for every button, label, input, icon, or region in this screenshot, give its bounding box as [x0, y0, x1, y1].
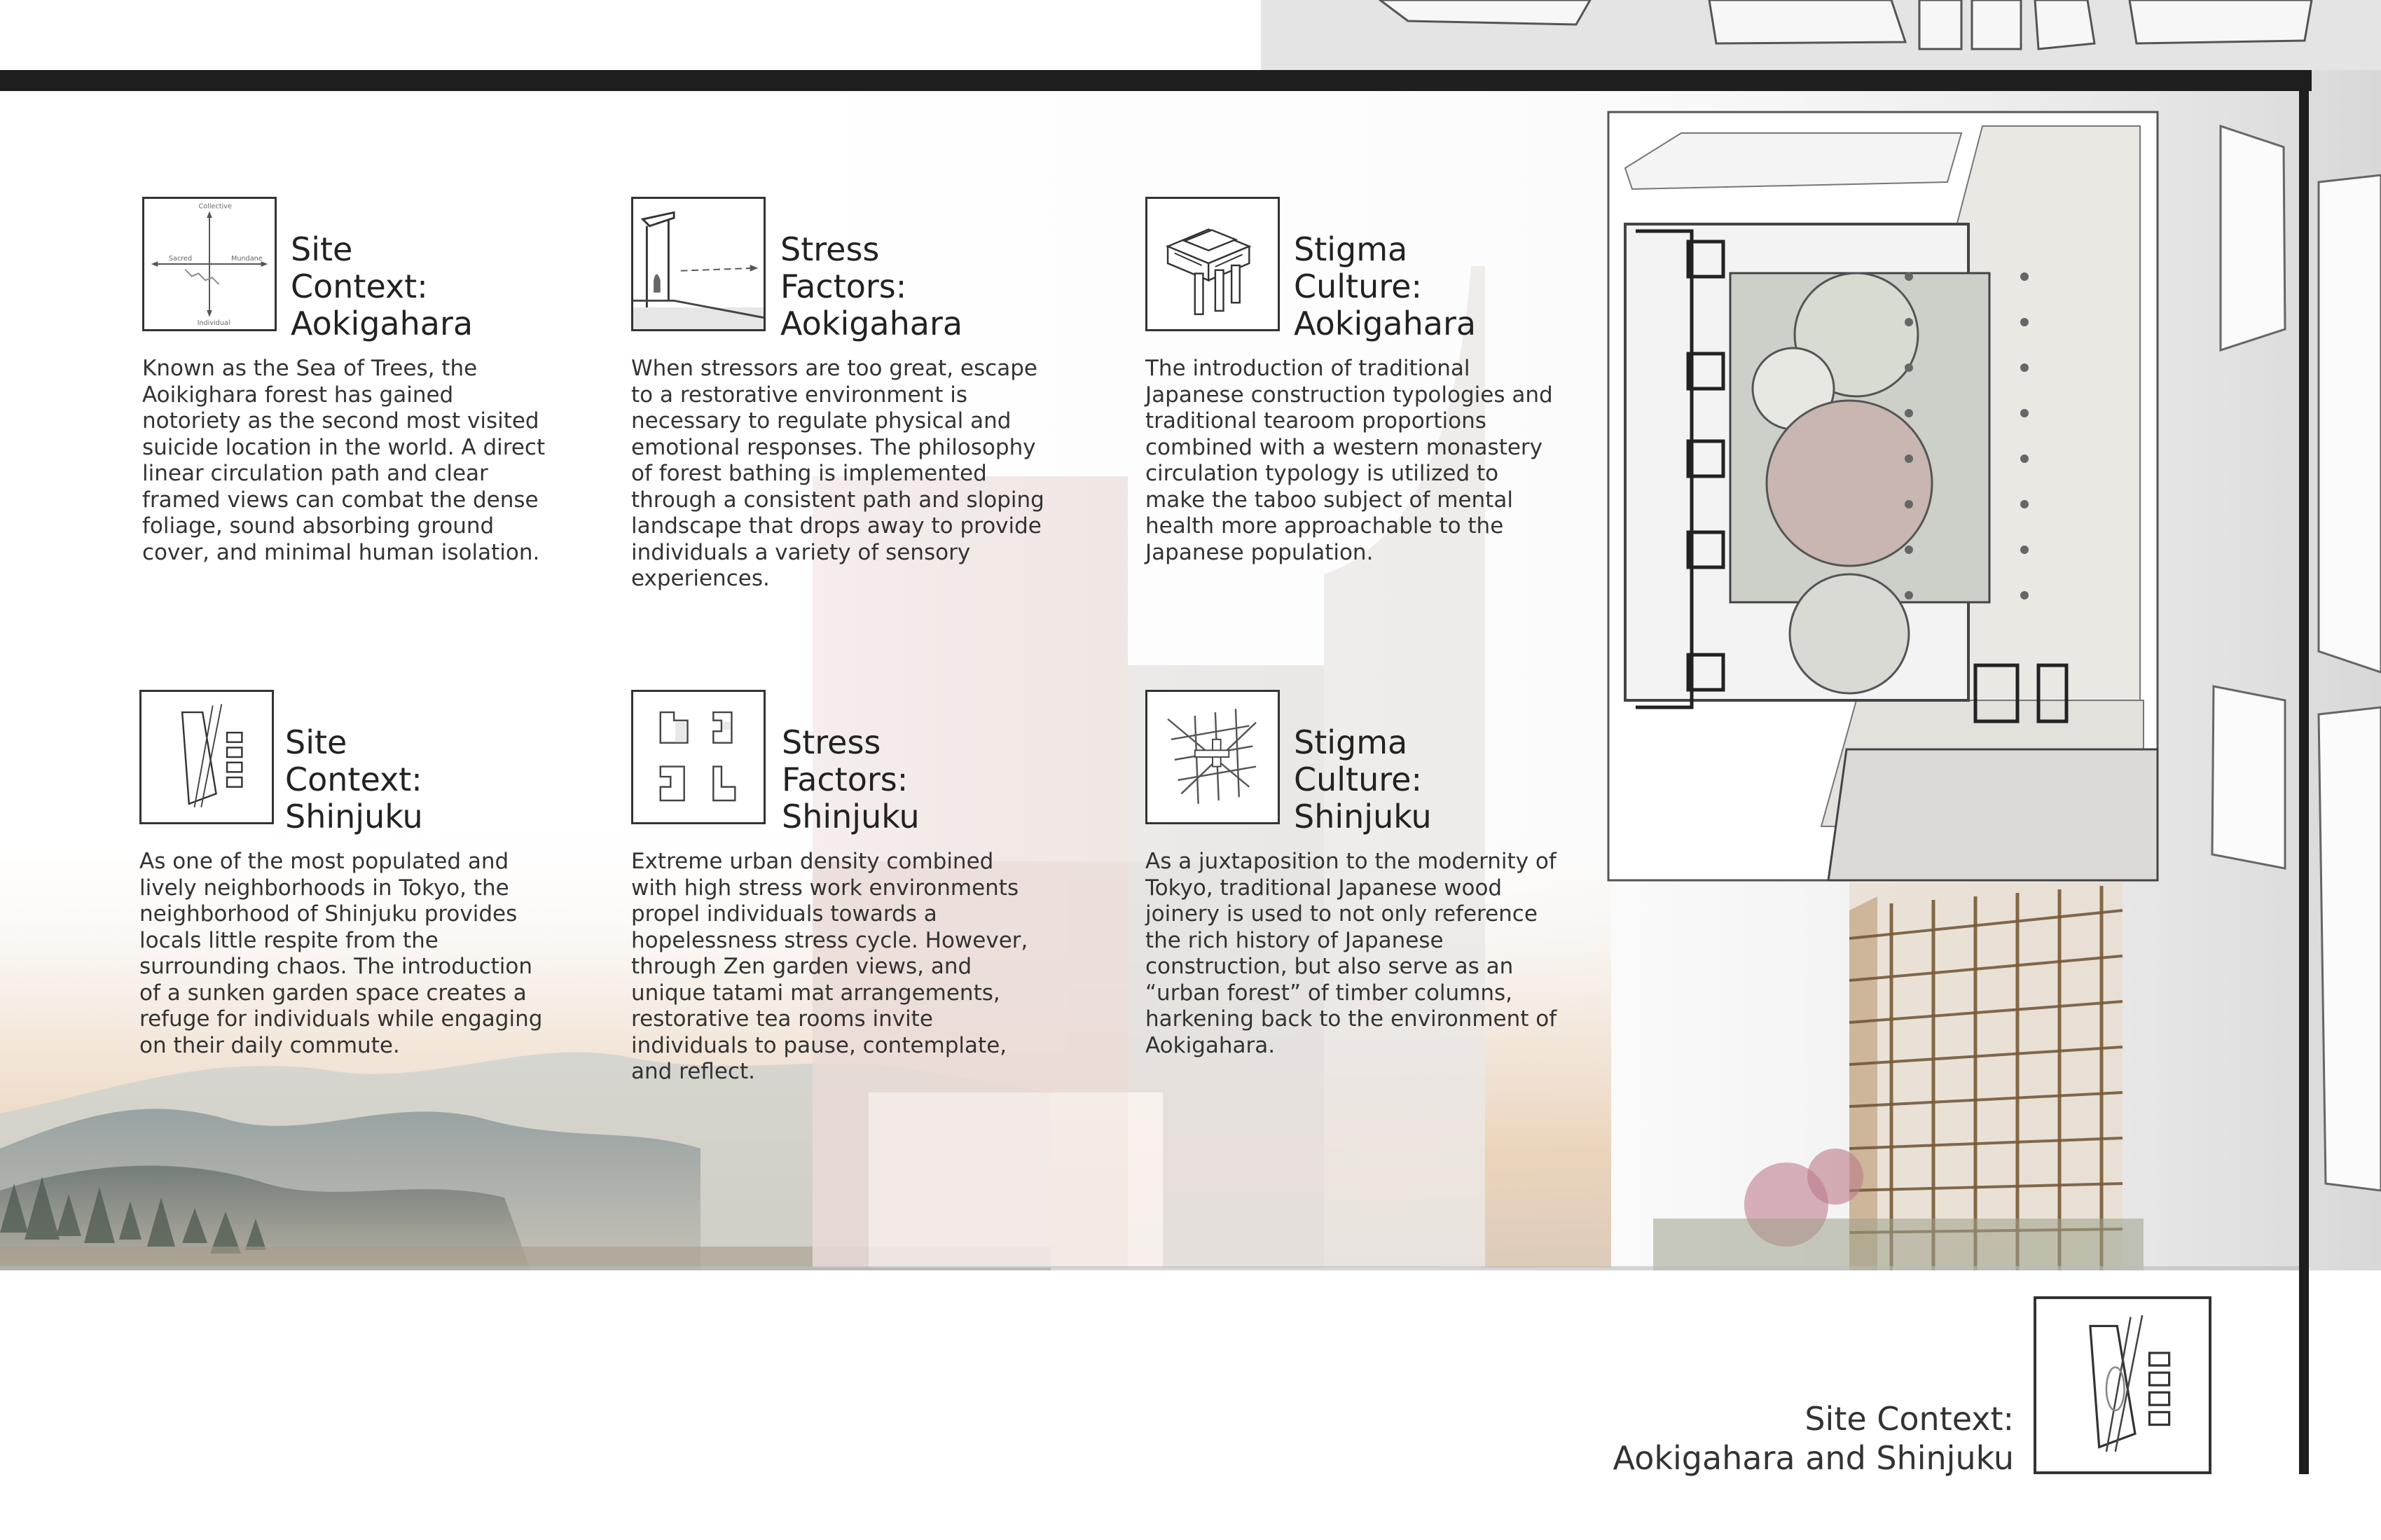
tatami-rooms-icon: [631, 690, 766, 824]
section-title: Site Context: Shinjuku: [285, 723, 423, 835]
section-title: Stigma Culture: Shinjuku: [1294, 723, 1432, 835]
axis-diagram-icon: [142, 197, 277, 331]
section-title: Stigma Culture: Aokigahara: [1294, 230, 1477, 342]
footer-title: Site Context: Aokigahara and Shinjuku: [1613, 1400, 2014, 1477]
svg-text:Sacred: Sacred: [168, 255, 193, 263]
svg-text:Collective: Collective: [198, 202, 232, 211]
site-plan-icon: [2034, 1296, 2211, 1474]
section-body: As a juxtaposition to the modernity of Tokyo, traditional Japanese wood joinery is used to not only reference the rich history of Japanese construction, but also serve as an “urban forest” of timber columns, harkening back to the environment of Aokigahara.: [1145, 849, 1557, 1058]
frame-top-bar: [0, 70, 2312, 91]
section-body: The introduction of traditional Japanese construction typologies and traditional tearoom proportions combined with a western monastery circulation typology is utilized to make the taboo subject of mental health more approachable to the Japanese population.: [1145, 356, 1553, 565]
frame-right-bar: [2299, 70, 2309, 1474]
site-plan-icon: [139, 690, 274, 824]
section-body: As one of the most populated and lively neighborhoods in Tokyo, the neighborhood of Shinjuku provides locals little respite from the surrounding chaos. The introduction of a sunken garden space creates a refuge for individuals while engaging on their daily commute.: [139, 849, 543, 1058]
section-body: Known as the Sea of Trees, the Aoikighara forest has gained notoriety as the second most visited suicide location in the world. A direct linear circulation path and clear framed views can combat the dense foliage, sound absorbing ground cover, and minimal human isolation.: [142, 356, 546, 565]
svg-text:Individual: Individual: [197, 319, 230, 328]
sloped-path-section-icon: [631, 197, 766, 331]
section-body: When stressors are too great, escape to a restorative environment is necessary to regulate physical and emotional responses. The philosophy of forest bathing is implemented through a consistent path and sloping landscape that drops away to provide individuals a variety of sensory experiences.: [631, 356, 1044, 591]
section-title: Stress Factors: Shinjuku: [782, 723, 920, 835]
section-body: Extreme urban density combined with high stress work environments propel individuals towards a hopelessness stress cycle. However, through Zen garden views, and unique tatami mat arrangements, restorative tea rooms invite individuals to pause, contemplate, and reflect.: [631, 849, 1028, 1084]
section-title: Stress Factors: Aokigahara: [780, 230, 963, 342]
tearoom-axonometric-icon: [1145, 197, 1280, 331]
section-title: Site Context: Aokigahara: [291, 230, 474, 342]
wood-joinery-icon: [1145, 690, 1280, 824]
svg-text:Mundane: Mundane: [231, 255, 263, 263]
